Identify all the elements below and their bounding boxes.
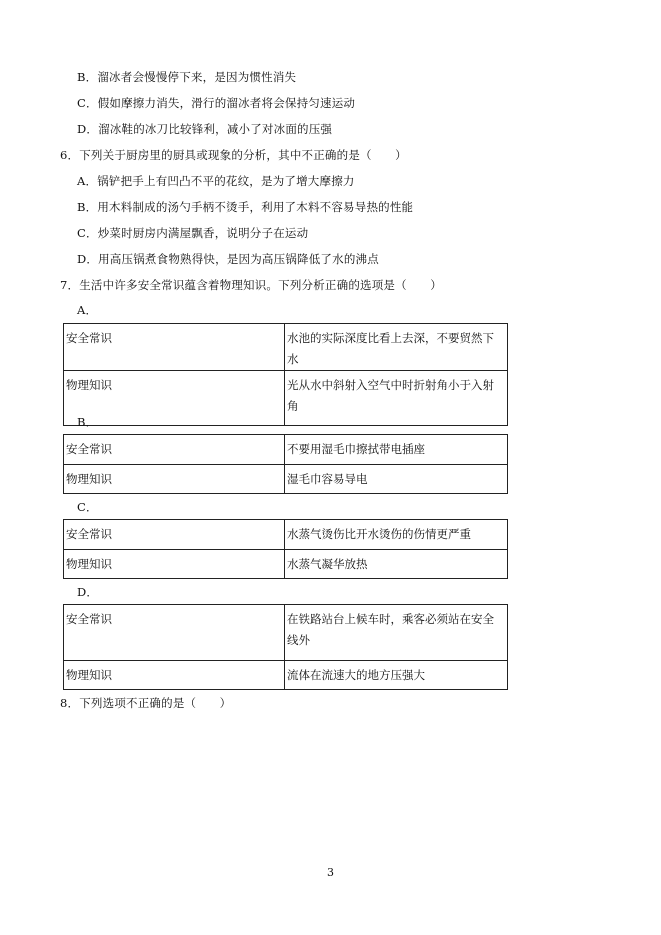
table-cell-value: 光从水中斜射入空气中时折射角小于入射角 (285, 371, 508, 426)
q7-choice-b-letter: B． (77, 415, 98, 429)
table-cell-value: 流体在流速大的地方压强大 (285, 661, 508, 690)
table-row (64, 520, 508, 550)
q5-option-b: B．溜冰者会慢慢停下来，是因为惯性消失 (77, 70, 297, 84)
q7-choice-a-table (63, 323, 508, 426)
table-cell-label: 物理知识 (64, 550, 285, 579)
q5-option-d: D．溜冰鞋的冰刀比较锋利，减小了对冰面的压强 (77, 122, 333, 136)
table-cell-label: 安全常识 (64, 435, 285, 465)
table-row (64, 435, 508, 465)
table-cell-value: 水池的实际深度比看上去深，不要贸然下水 (285, 324, 508, 371)
table-cell-label: 安全常识 (64, 520, 285, 550)
table-row (64, 324, 508, 371)
table-row (64, 550, 508, 579)
q6-option-c: C．炒菜时厨房内满屋飘香，说明分子在运动 (77, 226, 309, 240)
table-cell-label: 物理知识 (64, 371, 285, 426)
q6-option-a: A．锅铲把手上有凹凸不平的花纹，是为了增大摩擦力 (77, 174, 355, 188)
table-cell-label: 物理知识 (64, 465, 285, 494)
q6-stem: 6．下列关于厨房里的厨具或现象的分析，其中不正确的是（ ） (60, 148, 407, 162)
page-number: 3 (327, 866, 334, 879)
q7-stem: 7．生活中许多安全常识蕴含着物理知识。下列分析正确的选项是（ ） (60, 278, 442, 292)
table-cell-label: 安全常识 (64, 605, 285, 661)
q5-option-c: C．假如摩擦力消失，滑行的溜冰者将会保持匀速运动 (77, 96, 356, 110)
table-cell-value: 水蒸气凝华放热 (285, 550, 508, 579)
table-cell-value: 不要用湿毛巾擦拭带电插座 (285, 435, 508, 465)
q6-option-b: B．用木料制成的汤勺手柄不烫手，利用了木料不容易导热的性能 (77, 200, 414, 214)
q6-option-d: D．用高压锅煮食物熟得快，是因为高压锅降低了水的沸点 (77, 252, 379, 266)
q8-stem: 8．下列选项不正确的是（ ） (60, 696, 232, 710)
table-cell-value: 湿毛巾容易导电 (285, 465, 508, 494)
q7-choice-d-table (63, 604, 508, 690)
q7-choice-c-letter: C． (77, 500, 98, 514)
q7-choice-b-table (63, 434, 508, 494)
table-row (64, 465, 508, 494)
table-row (64, 661, 508, 690)
table-cell-value: 水蒸气烫伤比开水烫伤的伤情更严重 (285, 520, 508, 550)
table-cell-label: 物理知识 (64, 661, 285, 690)
q7-choice-c-table (63, 519, 508, 579)
table-row (64, 605, 508, 661)
table-cell-label: 安全常识 (64, 324, 285, 371)
table-cell-value: 在铁路站台上候车时，乘客必须站在安全线外 (285, 605, 508, 661)
q7-choice-d-letter: D． (77, 585, 99, 599)
table-row (64, 371, 508, 426)
q7-choice-a-letter: A． (77, 303, 98, 317)
